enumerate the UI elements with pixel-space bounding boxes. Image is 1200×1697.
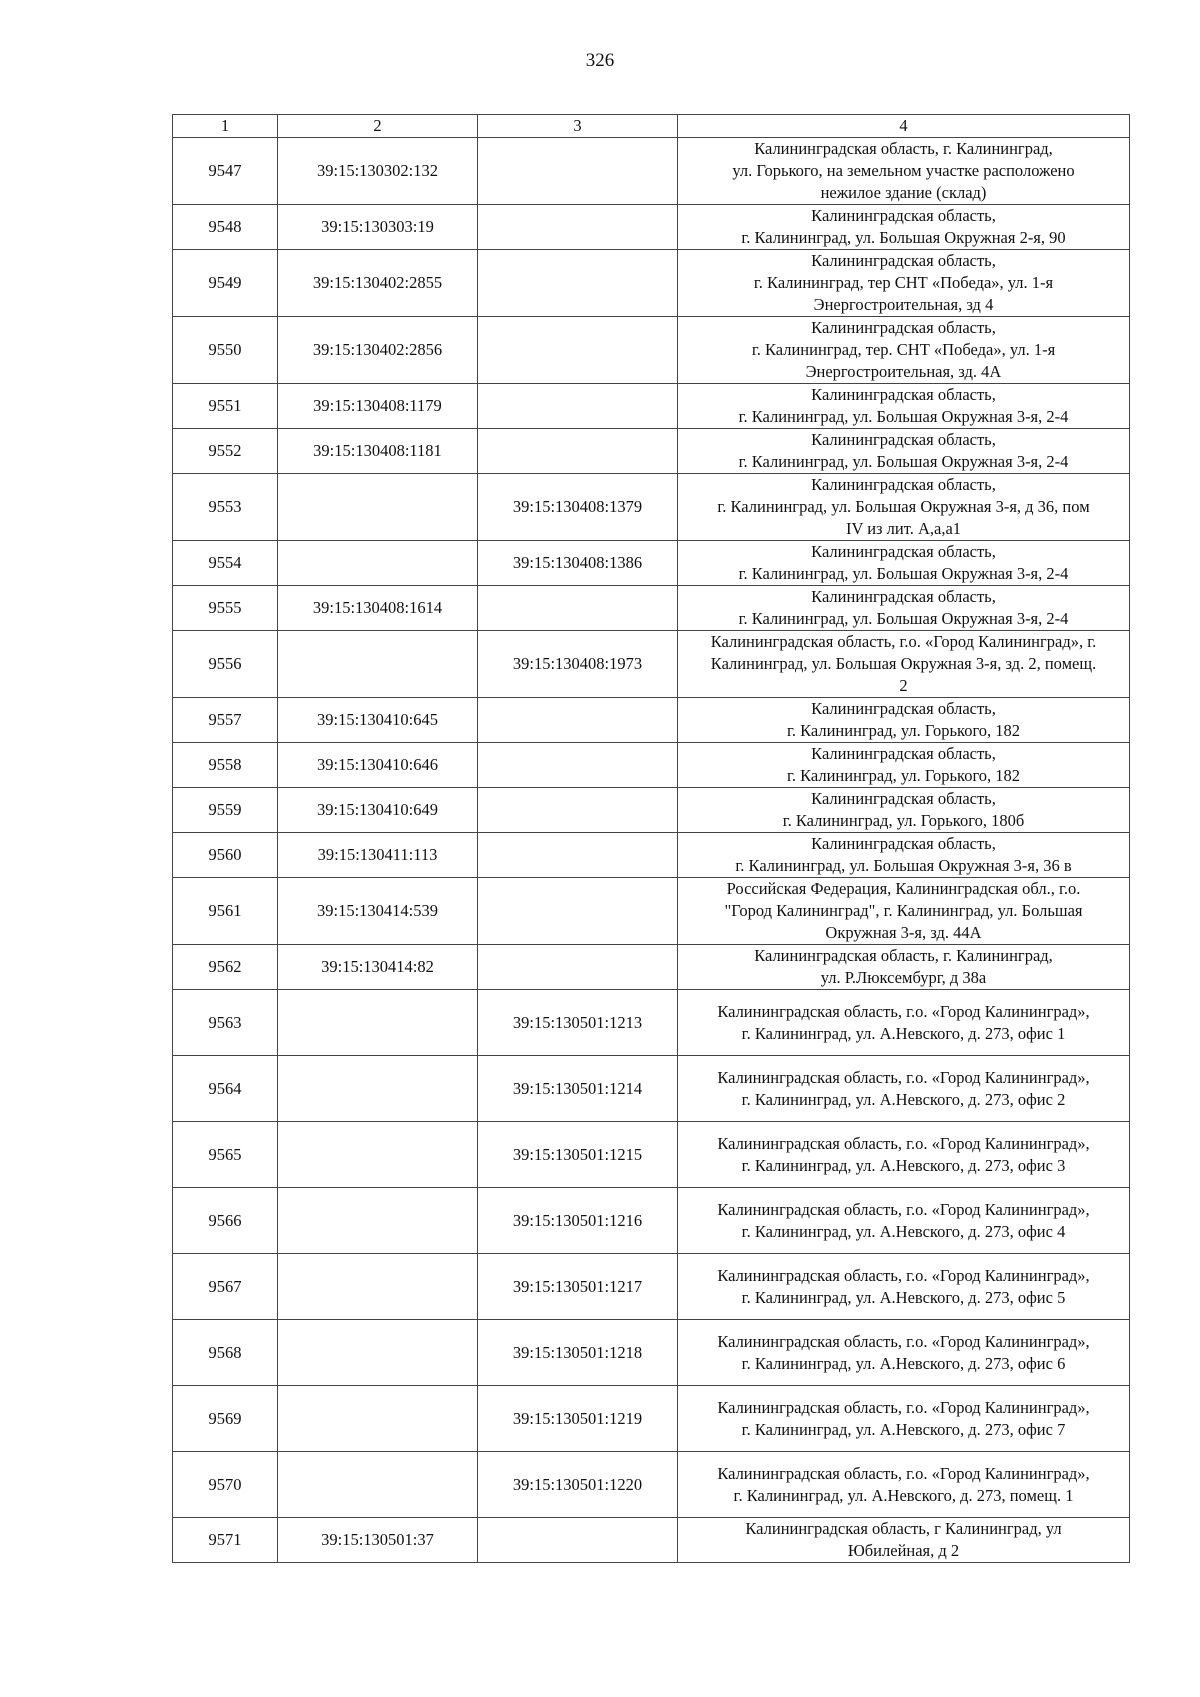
row-number: 9566 [173, 1188, 278, 1254]
address: Калининградская область, г. Калининград, ул. Горького, на земельном участке расположено нежилое здание (склад) [678, 138, 1130, 205]
cadastral-number-col3: 39:15:130501:1220 [478, 1452, 678, 1518]
cadastral-number-col2: 39:15:130302:132 [278, 138, 478, 205]
registry-table [172, 114, 1130, 1563]
address: Калининградская область, г.о. «Город Калининград», г. Калининград, ул. А.Невского, д. 273, офис 5 [678, 1254, 1130, 1320]
table-row [173, 586, 1130, 631]
cadastral-number-col2: 39:15:130414:82 [278, 945, 478, 990]
cadastral-number-col2 [278, 1452, 478, 1518]
table-row [173, 1254, 1130, 1320]
cadastral-number-col2: 39:15:130414:539 [278, 878, 478, 945]
row-number: 9549 [173, 250, 278, 317]
cadastral-number-col2: 39:15:130501:37 [278, 1518, 478, 1563]
address: Калининградская область, г. Калининград, ул. Горького, 182 [678, 743, 1130, 788]
row-number: 9559 [173, 788, 278, 833]
table-row [173, 631, 1130, 698]
address: Калининградская область, г.о. «Город Калининград», г. Калининград, ул. А.Невского, д. 273, офис 7 [678, 1386, 1130, 1452]
header-cell-4: 4 [678, 115, 1130, 138]
cadastral-number-col2: 39:15:130402:2855 [278, 250, 478, 317]
table-row [173, 945, 1130, 990]
row-number: 9568 [173, 1320, 278, 1386]
cadastral-number-col3: 39:15:130501:1214 [478, 1056, 678, 1122]
header-cell-3: 3 [478, 115, 678, 138]
row-number: 9555 [173, 586, 278, 631]
table-row [173, 1056, 1130, 1122]
address: Калининградская область, г.о. «Город Калининград», г. Калининград, ул. А.Невского, д. 273, помещ. 1 [678, 1452, 1130, 1518]
address: Калининградская область, г. Калининград, ул. Большая Окружная 3-я, 36 в [678, 833, 1130, 878]
cadastral-number-col3: 39:15:130408:1379 [478, 474, 678, 541]
cadastral-number-col2 [278, 990, 478, 1056]
cadastral-number-col2 [278, 1056, 478, 1122]
address: Калининградская область, г. Калининград, ул. Большая Окружная 3-я, 2-4 [678, 429, 1130, 474]
cadastral-number-col2 [278, 1188, 478, 1254]
address: Калининградская область, г Калининград, ул Юбилейная, д 2 [678, 1518, 1130, 1563]
cadastral-number-col2: 39:15:130402:2856 [278, 317, 478, 384]
header-cell-2: 2 [278, 115, 478, 138]
cadastral-number-col3: 39:15:130501:1218 [478, 1320, 678, 1386]
row-number: 9562 [173, 945, 278, 990]
table-row [173, 384, 1130, 429]
table-row [173, 698, 1130, 743]
row-number: 9557 [173, 698, 278, 743]
cadastral-number-col2 [278, 631, 478, 698]
address: Калининградская область, г. Калининград, ул. Большая Окружная 3-я, 2-4 [678, 586, 1130, 631]
row-number: 9560 [173, 833, 278, 878]
address: Калининградская область, г.о. «Город Калининград», г. Калининград, ул. А.Невского, д. 273, офис 1 [678, 990, 1130, 1056]
cadastral-number-col2: 39:15:130411:113 [278, 833, 478, 878]
header-cell-1: 1 [173, 115, 278, 138]
row-number: 9565 [173, 1122, 278, 1188]
cadastral-number-col2 [278, 1386, 478, 1452]
row-number: 9554 [173, 541, 278, 586]
row-number: 9564 [173, 1056, 278, 1122]
row-number: 9571 [173, 1518, 278, 1563]
table-row [173, 250, 1130, 317]
cadastral-number-col3 [478, 586, 678, 631]
address: Калининградская область, г. Калининград, ул. Большая Окружная 2-я, 90 [678, 205, 1130, 250]
cadastral-number-col3 [478, 429, 678, 474]
cadastral-number-col3 [478, 317, 678, 384]
cadastral-number-col3 [478, 833, 678, 878]
cadastral-number-col2: 39:15:130408:1179 [278, 384, 478, 429]
address: Калининградская область, г.о. «Город Калининград», г. Калининград, ул. А.Невского, д. 273, офис 4 [678, 1188, 1130, 1254]
row-number: 9556 [173, 631, 278, 698]
cadastral-number-col2 [278, 541, 478, 586]
cadastral-number-col2: 39:15:130410:645 [278, 698, 478, 743]
cadastral-number-col3 [478, 698, 678, 743]
address: Калининградская область, г. Калининград, ул. Большая Окружная 3-я, 2-4 [678, 541, 1130, 586]
address: Калининградская область, г.о. «Город Калининград», г. Калининград, ул. Большая Окружная 3-я, зд. 2, помещ. 2 [678, 631, 1130, 698]
row-number: 9561 [173, 878, 278, 945]
address: Калининградская область, г. Калининград, ул. Горького, 182 [678, 698, 1130, 743]
table-row [173, 788, 1130, 833]
cadastral-number-col2: 39:15:130410:646 [278, 743, 478, 788]
cadastral-number-col2 [278, 1320, 478, 1386]
header-row [173, 115, 1130, 138]
address: Российская Федерация, Калининградская обл., г.о. "Город Калининград", г. Калининград, ул. Большая Окружная 3-я, зд. 44А [678, 878, 1130, 945]
cadastral-number-col3: 39:15:130501:1219 [478, 1386, 678, 1452]
table-row [173, 317, 1130, 384]
row-number: 9563 [173, 990, 278, 1056]
address: Калининградская область, г. Калининград, ул. Большая Окружная 3-я, д 36, пом IV из лит. А,а,а1 [678, 474, 1130, 541]
cadastral-number-col3 [478, 788, 678, 833]
table-row [173, 541, 1130, 586]
page-number: 326 [585, 50, 615, 71]
cadastral-number-col3: 39:15:130501:1217 [478, 1254, 678, 1320]
row-number: 9547 [173, 138, 278, 205]
row-number: 9570 [173, 1452, 278, 1518]
row-number: 9550 [173, 317, 278, 384]
cadastral-number-col3 [478, 945, 678, 990]
table-row [173, 1122, 1130, 1188]
cadastral-number-col2: 39:15:130410:649 [278, 788, 478, 833]
address: Калининградская область, г.о. «Город Калининград», г. Калининград, ул. А.Невского, д. 273, офис 3 [678, 1122, 1130, 1188]
cadastral-number-col3 [478, 205, 678, 250]
table-row [173, 474, 1130, 541]
address: Калининградская область, г.о. «Город Калининград», г. Калининград, ул. А.Невского, д. 273, офис 2 [678, 1056, 1130, 1122]
cadastral-number-col2 [278, 1122, 478, 1188]
cadastral-number-col3 [478, 743, 678, 788]
cadastral-number-col3 [478, 384, 678, 429]
cadastral-number-col3 [478, 1518, 678, 1563]
cadastral-number-col2: 39:15:130303:19 [278, 205, 478, 250]
cadastral-number-col3: 39:15:130408:1386 [478, 541, 678, 586]
row-number: 9569 [173, 1386, 278, 1452]
cadastral-number-col3: 39:15:130501:1216 [478, 1188, 678, 1254]
address: Калининградская область, г.о. «Город Калининград», г. Калининград, ул. А.Невского, д. 273, офис 6 [678, 1320, 1130, 1386]
address: Калининградская область, г. Калининград, тер. СНТ «Победа», ул. 1-я Энергостроительная, зд. 4А [678, 317, 1130, 384]
row-number: 9558 [173, 743, 278, 788]
table-row [173, 1188, 1130, 1254]
row-number: 9567 [173, 1254, 278, 1320]
cadastral-number-col2 [278, 474, 478, 541]
table-row [173, 1386, 1130, 1452]
table-row [173, 833, 1130, 878]
table-row [173, 1518, 1130, 1563]
row-number: 9552 [173, 429, 278, 474]
cadastral-number-col2: 39:15:130408:1181 [278, 429, 478, 474]
cadastral-number-col2 [278, 1254, 478, 1320]
table-row [173, 205, 1130, 250]
cadastral-number-col3: 39:15:130501:1215 [478, 1122, 678, 1188]
cadastral-number-col3: 39:15:130501:1213 [478, 990, 678, 1056]
table-row [173, 138, 1130, 205]
address: Калининградская область, г. Калининград, ул. Большая Окружная 3-я, 2-4 [678, 384, 1130, 429]
cadastral-number-col3 [478, 250, 678, 317]
table-row [173, 1452, 1130, 1518]
cadastral-number-col3 [478, 878, 678, 945]
address: Калининградская область, г. Калининград, тер СНТ «Победа», ул. 1-я Энергостроительная, зд 4 [678, 250, 1130, 317]
row-number: 9548 [173, 205, 278, 250]
cadastral-number-col2: 39:15:130408:1614 [278, 586, 478, 631]
address: Калининградская область, г. Калининград, ул. Р.Люксембург, д 38а [678, 945, 1130, 990]
cadastral-number-col3: 39:15:130408:1973 [478, 631, 678, 698]
table-row [173, 743, 1130, 788]
table-row [173, 990, 1130, 1056]
table-row [173, 1320, 1130, 1386]
table-row [173, 429, 1130, 474]
address: Калининградская область, г. Калининград, ул. Горького, 180б [678, 788, 1130, 833]
row-number: 9551 [173, 384, 278, 429]
table-row [173, 878, 1130, 945]
row-number: 9553 [173, 474, 278, 541]
cadastral-number-col3 [478, 138, 678, 205]
